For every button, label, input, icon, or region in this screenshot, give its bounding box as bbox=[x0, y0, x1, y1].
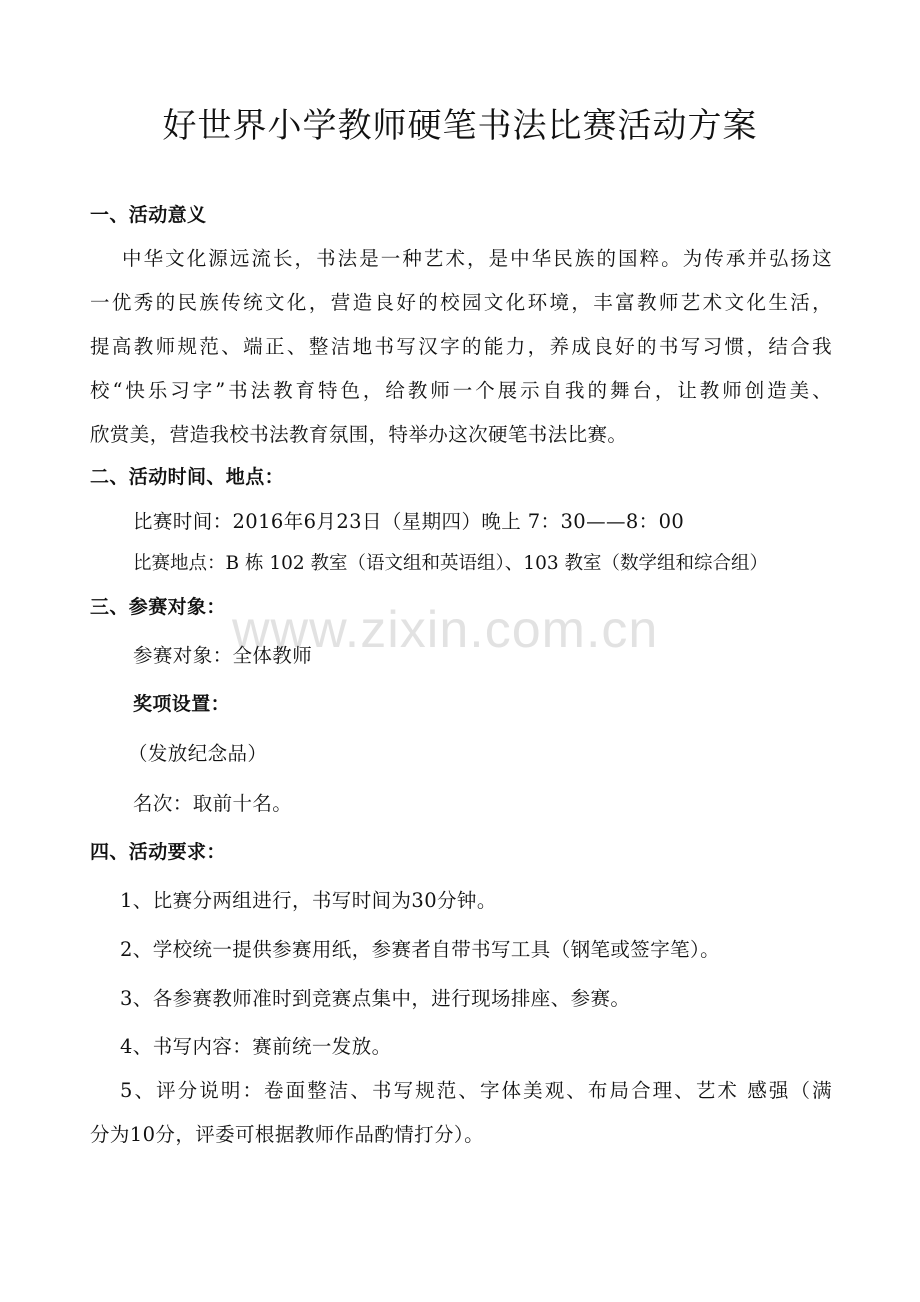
participants: 参赛对象：全体教师 bbox=[133, 644, 313, 667]
section-1-paragraph-line: 提高教师规范、端正、整洁地书写汉字的能力，养成良好的书写习惯，结合我 bbox=[90, 335, 832, 358]
requirement-item-continuation: 分为10分，评委可根据教师作品酌情打分）。 bbox=[90, 1123, 484, 1146]
section-1-paragraph-line: 一优秀的民族传统文化，营造良好的校园文化环境，丰富教师艺术文化生活， bbox=[90, 291, 832, 314]
section-1-paragraph-line: 欣赏美，营造我校书法教育氛围，特举办这次硬笔书法比赛。 bbox=[90, 423, 628, 446]
award-heading: 奖项设置： bbox=[133, 693, 231, 715]
watermark: www.zixin.com.cn bbox=[232, 601, 659, 659]
section-1-paragraph-line: 校“快乐习字”书法教育特色，给教师一个展示自我的舞台，让教师创造美、 bbox=[90, 379, 832, 402]
requirement-item: 2、学校统一提供参赛用纸，参赛者自带书写工具（钢笔或签字笔）。 bbox=[120, 938, 721, 961]
document-title: 好世界小学教师硬笔书法比赛活动方案 bbox=[162, 106, 758, 146]
section-3-heading: 三、参赛对象： bbox=[90, 596, 226, 618]
section-2-heading: 二、活动时间、地点： bbox=[90, 466, 285, 488]
section-1-paragraph-line: 中华文化源远流长，书法是一种艺术，是中华民族的国粹。为传承并弘扬这 bbox=[122, 247, 832, 270]
award-rank: 名次：取前十名。 bbox=[133, 792, 293, 815]
section-4-heading: 四、活动要求： bbox=[90, 841, 226, 863]
competition-place: 比赛地点：B 栋 102 教室（语文组和英语组）、103 教室（数学组和综合组） bbox=[133, 553, 768, 574]
requirement-item: 3、各参赛教师准时到竞赛点集中，进行现场排座、参赛。 bbox=[120, 987, 631, 1010]
requirement-item: 4、书写内容：赛前统一发放。 bbox=[120, 1035, 392, 1058]
requirement-item: 1、比赛分两组进行，书写时间为30分钟。 bbox=[120, 889, 497, 912]
competition-time: 比赛时间：2016年6月23日（星期四）晚上 7：30——8：00 bbox=[133, 510, 685, 533]
award-note: （发放纪念品） bbox=[128, 742, 268, 765]
requirement-item: 5、评分说明：卷面整洁、书写规范、字体美观、布局合理、艺术 感强（满 bbox=[120, 1079, 832, 1102]
section-1-heading: 一、活动意义 bbox=[90, 204, 207, 226]
